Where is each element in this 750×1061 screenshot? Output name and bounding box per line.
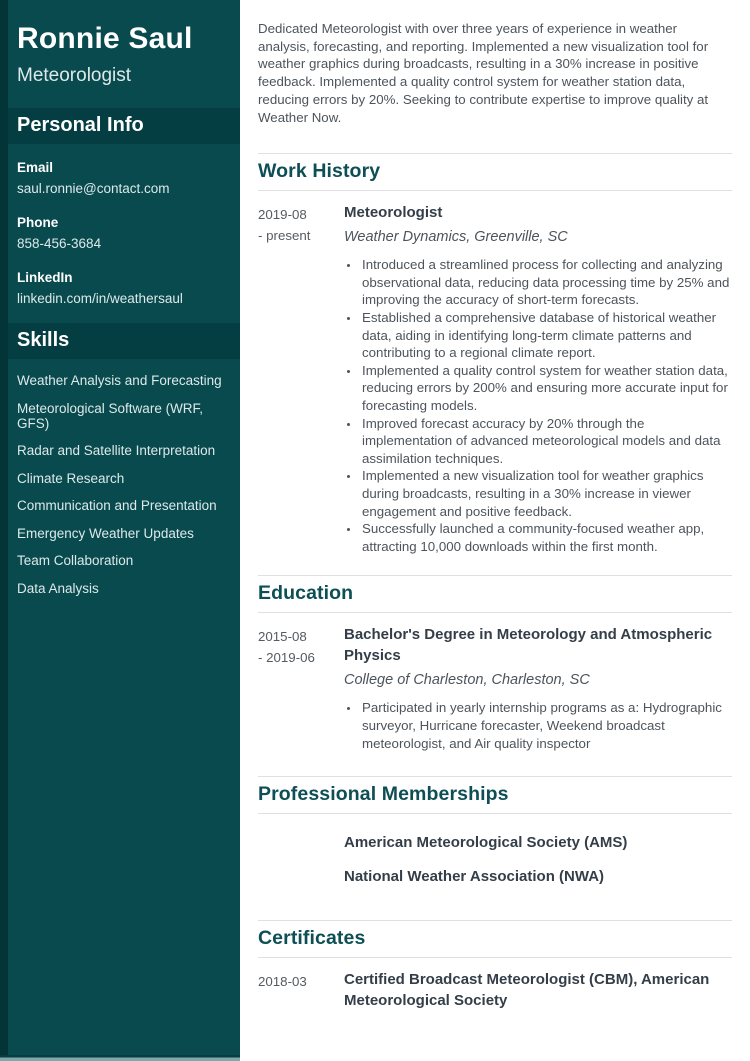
sidebar-accent-strip [0,0,8,1061]
bullet-item: • Implemented a quality control system for weather station data, reducing errors by 200% and ensuring more accurate input for forecasting models. [360,362,732,415]
work-history-heading: Work History [258,160,381,183]
bullet-item: • Established a comprehensive database of historical weather data, aiding in identifying long-term climate patterns and contributing to a regional climate report. [360,309,732,362]
bullet-item: • Implemented a new visualization tool for weather graphics during broadcasts, resulting in a 30% increase in viewer engagement and positive feedback. [360,467,732,520]
work-entry-dates [258,202,344,555]
bullet-item: • Introduced a streamlined process for collecting and analyzing observational data, reducing data processing time by 25% and improving the accuracy of short-term forecasts. [360,256,732,309]
certificate-date-value: 2018-03 [258,974,307,990]
skills-section-header [0,323,240,359]
certificates-section-header [258,920,732,958]
sidebar [0,0,240,1061]
memberships-heading: Professional Memberships [258,783,509,806]
skill-item: Team Collaboration [17,553,134,568]
work-entry-bullets [344,256,732,555]
certificate-entry-body [344,969,732,1011]
bullet-item: • Successfully launched a community-focused weather app, attracting 10,000 downloads within the first month. [360,520,732,555]
certificate-entry [258,969,732,1011]
bullet-item: • Improved forecast accuracy by 20% through the implementation of advanced meteorological models and data assimilation techniques. [360,415,732,468]
personal-info-fields [17,157,224,309]
skill-item: Weather Analysis and Forecasting [17,373,222,388]
work-history-entry [258,202,732,555]
memberships-items [344,825,732,887]
phone-field [17,212,224,254]
education-entry-title: Bachelor's Degree in Meteorology and Atmospheric Physics [344,626,713,665]
memberships-section-header [258,776,732,814]
candidate-name: Ronnie Saul [17,22,193,55]
skill-item: Emergency Weather Updates [17,525,194,541]
linkedin-field [17,267,224,309]
profile-summary: Dedicated Meteorologist with over three years of experience in weather analysis, forecasting, and reporting. Implemented a new visualization tool for weather graphics during broadcasts, resulting in a 30% increase in positive feedback. Implemented a quality control system for weather station data, reducing errors by 20%. Seeking to contribute expertise to improve quality at Weather Now. [258,21,709,125]
phone-value: 858-456-3684 [17,236,102,251]
education-entry-body [344,624,732,752]
sidebar-bottom-edge [0,1055,240,1061]
education-entry [258,624,732,752]
education-heading: Education [258,582,354,605]
education-entry-school: College of Charleston, Charleston, SC [344,672,590,689]
candidate-job-title: Meteorologist [17,65,132,86]
education-section-header [258,575,732,613]
education-entry-dates [258,624,344,752]
skill-item: Data Analysis [17,580,99,596]
certificate-date [258,969,344,1011]
email-field [17,157,224,199]
skill-item: Radar and Satellite Interpretation [17,443,216,458]
work-date-end: - present [258,228,311,244]
skills-list [17,373,224,596]
education-date-end: - 2019-06 [258,650,315,666]
linkedin-label: LinkedIn [17,270,73,285]
skills-title: Skills [17,329,70,351]
email-label: Email [17,160,54,175]
work-history-section-header [258,153,732,191]
work-date-start: 2019-08 [258,207,307,223]
skill-item: Meteorological Software (WRF, GFS) [17,400,204,431]
skill-item: Communication and Presentation [17,498,217,513]
work-entry-company: Weather Dynamics, Greenville, SC [344,229,568,246]
memberships-list [258,825,732,896]
education-date-start: 2015-08 [258,629,307,645]
phone-label: Phone [17,215,59,230]
membership-item: National Weather Association (NWA) [344,868,605,886]
bullet-item: • Participated in yearly internship programs as a: Hydrographic surveyor, Hurricane forecaster, Weekend broadcast meteorologist, and Air quality inspector [360,699,732,752]
linkedin-value: linkedin.com/in/weathersaul [17,291,183,306]
certificates-heading: Certificates [258,927,366,950]
work-entry-body [344,202,732,555]
personal-info-section-header [0,108,240,144]
personal-info-title: Personal Info [17,114,144,136]
membership-item: American Meteorological Society (AMS) [344,834,628,852]
skill-item: Climate Research [17,470,125,486]
memberships-dates-spacer [258,825,344,887]
certificate-title: Certified Broadcast Meteorologist (CBM), American Meteorological Society [344,971,710,1010]
education-entry-bullets [344,699,732,752]
email-value: saul.ronnie@contact.com [17,181,170,196]
work-entry-title: Meteorologist [344,204,443,222]
resume-main-content [240,0,750,1061]
